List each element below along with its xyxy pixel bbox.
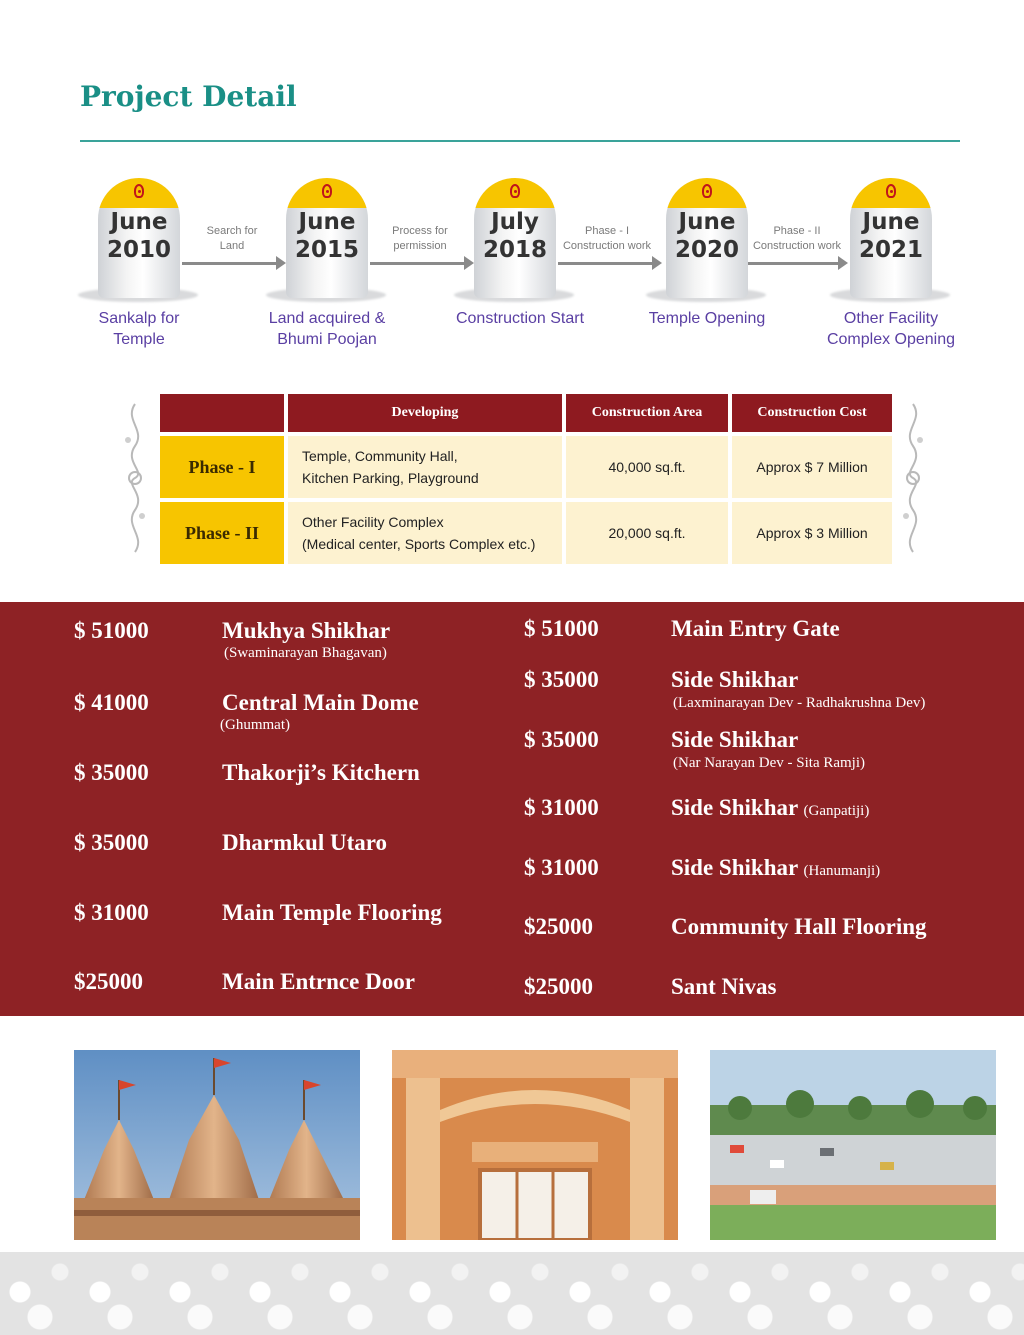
milestone-month: June [862, 209, 920, 235]
donation-name: Dharmkul Utaro [222, 830, 388, 855]
phase-cost: Approx $ 7 Million [730, 434, 894, 500]
title-divider [80, 140, 960, 142]
milestone-label [806, 308, 976, 350]
left-ornament [120, 400, 150, 556]
donation-amount: $ 51000 [524, 616, 599, 641]
phase-area: 20,000 sq.ft. [564, 500, 730, 566]
donation-inline-note: (Hanumanji) [803, 863, 881, 879]
developing-line: Temple, Community Hall, [302, 448, 458, 464]
table-header-cell: Construction Cost [730, 392, 894, 434]
arrow-label-line: Process for [392, 225, 448, 237]
temple-entrance-photo [392, 1050, 678, 1240]
milestone-stone [666, 178, 748, 298]
phase-cost: Approx $ 3 Million [730, 500, 894, 566]
milestone-date [474, 208, 556, 264]
donation-name-text: Side Shikhar [671, 795, 798, 820]
tilak-icon [134, 184, 144, 198]
milestone-year: 2015 [294, 237, 359, 263]
timeline-arrow [182, 262, 278, 265]
milestone-year: 2010 [106, 237, 171, 263]
phase-developing [286, 434, 564, 500]
temple-shikhar-photo [74, 1050, 360, 1240]
milestone-label-text: Land acquired & Bhumi Poojan [268, 310, 386, 348]
arrow-label-line: Land [219, 240, 245, 252]
milestone-date [286, 208, 368, 264]
donation-name [671, 855, 880, 881]
milestone-month: June [110, 209, 168, 235]
milestone-label: Construction Start [455, 310, 585, 327]
donation-subtitle: (Nar Narayan Dev - Sita Ramji) [673, 755, 866, 771]
milestone-month: July [491, 209, 539, 235]
phase-name: Phase - II [158, 500, 286, 566]
donation-name: Thakorji’s Kitchern [222, 760, 420, 785]
donation-amount: $ 35000 [524, 667, 599, 692]
donation-name: Community Hall Flooring [671, 914, 927, 939]
donation-subtitle: (Swaminarayan Bhagavan) [224, 645, 387, 661]
milestone-label: Temple Opening [648, 310, 766, 327]
donation-name: Main Temple Flooring [222, 900, 442, 925]
timeline-arrow-label [180, 224, 284, 254]
donation-amount: $25000 [74, 969, 143, 994]
milestone-cap [666, 178, 748, 208]
milestone-year: 2020 [674, 237, 739, 263]
table-header-row [158, 392, 894, 434]
donation-name: Side Shikhar [671, 727, 799, 752]
developing-line: Other Facility Complex [302, 514, 444, 530]
donation-amount: $ 31000 [524, 855, 599, 880]
timeline-arrow [558, 262, 654, 265]
developing-line: (Medical center, Sports Complex etc.) [302, 536, 536, 552]
milestone-stone [98, 178, 180, 298]
donation-name: Side Shikhar [671, 667, 799, 692]
phase-table [158, 392, 894, 566]
arrow-label-line: Construction work [752, 240, 842, 252]
table-row [158, 500, 894, 566]
donation-amount: $ 41000 [74, 690, 149, 715]
milestone-cap [98, 178, 180, 208]
milestone-cap [286, 178, 368, 208]
donation-name: Main Entrnce Door [222, 969, 415, 994]
table-header-cell [158, 392, 286, 434]
milestone-date [98, 208, 180, 264]
milestone-label-text: Sankalp for Temple [98, 310, 180, 348]
donation-amount: $25000 [524, 914, 593, 939]
table-row [158, 434, 894, 500]
donation-name: Central Main Dome [222, 690, 419, 715]
table-header-cell: Developing [286, 392, 564, 434]
arrow-label-line: permission [393, 240, 447, 252]
timeline-arrow-label [554, 224, 660, 254]
phase-name: Phase - I [158, 434, 286, 500]
donation-subtitle: (Laxminarayan Dev - Radhakrushna Dev) [673, 695, 926, 711]
milestone-cap [474, 178, 556, 208]
milestone-year: 2021 [858, 237, 923, 263]
decorative-footer-pattern [0, 1252, 1024, 1335]
tilak-icon [886, 184, 896, 198]
facility-complex-rendering-photo [710, 1050, 996, 1240]
timeline-arrow-label [368, 224, 472, 254]
donation-name: Mukhya Shikhar [222, 618, 391, 643]
donation-name-text: Side Shikhar [671, 855, 798, 880]
developing-line: Kitchen Parking, Playground [302, 470, 479, 486]
milestone-stone [286, 178, 368, 298]
donation-amount: $ 35000 [74, 760, 149, 785]
donation-amount: $ 31000 [74, 900, 149, 925]
milestone-month: June [678, 209, 736, 235]
donation-amount: $25000 [524, 974, 593, 999]
phase-developing [286, 500, 564, 566]
page-title: Project Detail [80, 80, 297, 113]
milestone-label [242, 308, 412, 350]
milestone-stone [474, 178, 556, 298]
donation-amount: $ 51000 [74, 618, 149, 643]
donation-amount: $ 35000 [524, 727, 599, 752]
milestone-label [54, 308, 224, 350]
donation-subtitle: (Ghummat) [220, 717, 290, 733]
arrow-label-line: Phase - II [773, 225, 821, 237]
table-header-cell: Construction Area [564, 392, 730, 434]
timeline-arrow-label [744, 224, 850, 254]
donation-band [0, 602, 1024, 1016]
arrow-label-line: Construction work [562, 240, 652, 252]
donation-amount: $ 35000 [74, 830, 149, 855]
milestone-year: 2018 [482, 237, 547, 263]
milestone-month: June [298, 209, 356, 235]
timeline [0, 170, 1024, 360]
tilak-icon [702, 184, 712, 198]
arrow-label-line: Search for [206, 225, 258, 237]
timeline-arrow [370, 262, 466, 265]
milestone-stone [850, 178, 932, 298]
milestone-date [666, 208, 748, 264]
donation-name [671, 795, 869, 821]
tilak-icon [322, 184, 332, 198]
milestone-label-text: Other Facility Complex Opening [826, 310, 956, 348]
donation-name: Sant Nivas [671, 974, 777, 999]
milestone-cap [850, 178, 932, 208]
donation-amount: $ 31000 [524, 795, 599, 820]
right-ornament [898, 400, 928, 556]
arrow-label-line: Phase - I [584, 225, 630, 237]
donation-name: Main Entry Gate [671, 616, 840, 641]
milestone-date [850, 208, 932, 264]
timeline-arrow [748, 262, 840, 265]
tilak-icon [510, 184, 520, 198]
donation-inline-note: (Ganpatiji) [803, 803, 870, 819]
phase-area: 40,000 sq.ft. [564, 434, 730, 500]
